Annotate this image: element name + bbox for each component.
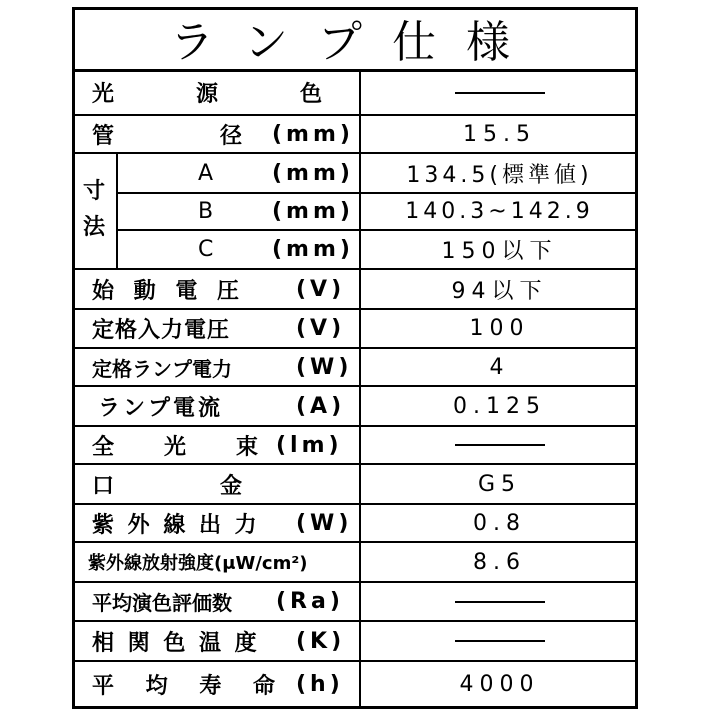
row-value-tube-diameter: 15.5 (463, 121, 536, 147)
dash-mark (455, 92, 545, 94)
row-label-uv-irradiance: 紫外線放射強度(μW/cm²) (88, 553, 308, 574)
row-value-light-color (361, 71, 638, 114)
row-label-average-life: 平 均 寿 命 (92, 673, 287, 699)
row-label-rated-lamp-power: 定格ランプ電力 (92, 356, 232, 381)
row-value-rated-input-voltage: 100 (469, 316, 530, 341)
row-label-rated-input-voltage: 定格入力電圧 (92, 318, 231, 343)
row-unit-uv-output: (W) (296, 510, 353, 536)
row-unit-color-temperature: (K) (296, 628, 346, 654)
row-unit-dim-c: (mm) (272, 237, 354, 262)
row-unit-rated-input-voltage: (V) (296, 316, 346, 341)
row-unit-dim-b: (mm) (272, 199, 354, 224)
row-value-uv-output: 0.8 (473, 510, 526, 536)
row-value-lamp-current: 0.125 (453, 393, 546, 419)
row-unit-average-life: (h) (296, 671, 344, 697)
row-unit-dim-a: (mm) (272, 160, 354, 186)
row-value-base: G5 (477, 471, 522, 497)
dim-group-label-1: 寸 (82, 179, 105, 204)
row-value-starting-voltage: 94以下 (451, 278, 548, 304)
row-label-dim-c: C (198, 237, 214, 262)
row-label-light-color: 光 源 色 (92, 82, 353, 107)
dash-mark (455, 640, 545, 642)
row-label-uv-output: 紫 外 線 出 力 (92, 512, 260, 538)
row-unit-cri: (Ra) (276, 589, 344, 614)
dash-mark (455, 444, 545, 446)
row-unit-lamp-current: (A) (296, 393, 346, 419)
row-unit-tube-diameter: (mm) (272, 121, 354, 147)
row-label-starting-voltage: 始 動 電 圧 (92, 278, 245, 304)
row-label-color-temperature: 相 関 色 温 度 (92, 630, 260, 656)
row-value-total-luminous-flux (361, 427, 638, 463)
dash-mark (455, 601, 545, 603)
row-label-tube-diameter: 管 (92, 123, 121, 149)
row-label-total-luminous-flux: 全 光 束 (92, 434, 273, 460)
row-label-dim-a: A (198, 160, 214, 186)
dim-group-label-2: 法 (82, 215, 105, 240)
row-unit-starting-voltage: (V) (296, 276, 346, 302)
row-label-cri: 平均演色評価数 (92, 591, 232, 615)
row-label-base: 口 (92, 473, 121, 499)
row-label-base-2: 金 (220, 473, 249, 499)
row-value-dim-b: 140.3~142.9 (405, 199, 594, 224)
row-value-cri (361, 583, 638, 620)
row-value-rated-lamp-power: 4 (489, 354, 510, 380)
row-value-uv-irradiance: 8.6 (473, 549, 526, 575)
row-value-dim-c: 150以下 (441, 239, 558, 264)
table-title: ランプ仕様 (170, 17, 540, 68)
row-unit-rated-lamp-power: (W) (296, 354, 353, 380)
dim-group-divider (116, 152, 118, 268)
row-value-color-temperature (361, 622, 638, 660)
row-label-tube-diameter-2: 径 (220, 123, 249, 149)
row-label-lamp-current: ランプ電流 (98, 395, 224, 421)
row-value-dim-a: 134.5(標準値) (406, 162, 593, 188)
row-label-dim-b: B (198, 199, 214, 224)
row-value-average-life: 4000 (459, 671, 540, 697)
row-unit-total-luminous-flux: (lm) (276, 432, 343, 458)
